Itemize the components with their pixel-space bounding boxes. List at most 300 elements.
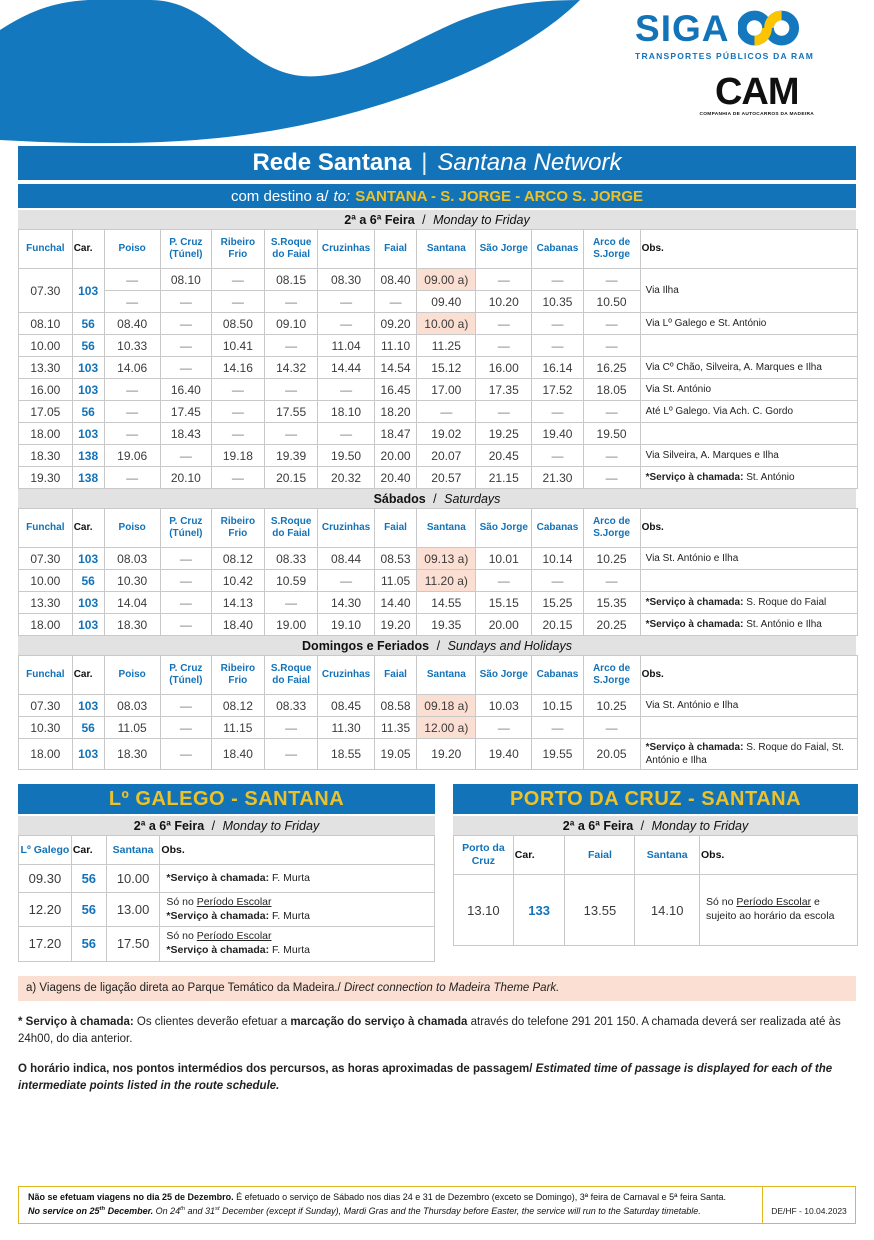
time-cell: 13.10: [454, 875, 514, 946]
route-number-cell: 138: [72, 467, 104, 489]
note-horario: [18, 1061, 856, 1096]
column-header: Santana: [417, 656, 476, 695]
obs-cell: Via Lº Galego e St. António: [640, 313, 857, 335]
destination-label-pt: com destino a/: [230, 187, 329, 205]
time-cell: 08.10: [160, 269, 211, 291]
siga-logo: [635, 8, 814, 61]
time-cell: 09.00 a): [417, 269, 476, 291]
obs-cell: Via Ilha: [640, 269, 857, 313]
time-cell: 11.35: [374, 717, 417, 739]
table-row: [19, 695, 858, 717]
column-header: Car.: [72, 509, 104, 548]
time-cell: 19.35: [417, 614, 476, 636]
title-en: Santana Network: [437, 149, 622, 176]
day-bar: [453, 816, 858, 835]
departure-cell: 07.30: [19, 269, 73, 313]
column-header: P. Cruz (Túnel): [160, 509, 211, 548]
time-cell: 10.35: [532, 291, 583, 313]
time-cell: —: [532, 269, 583, 291]
siga-infinity-icon: [738, 8, 800, 48]
time-cell: —: [476, 335, 532, 357]
text-segment: Não se efetuam viagens no dia 25 de Dezembro.: [28, 1192, 237, 1202]
day-bar: [18, 636, 856, 655]
time-cell: 08.03: [104, 548, 160, 570]
time-cell: 11.25: [417, 335, 476, 357]
time-cell: 09.40: [417, 291, 476, 313]
time-cell: 17.55: [264, 401, 318, 423]
time-cell: —: [532, 570, 583, 592]
time-cell: 08.03: [104, 695, 160, 717]
footer-text: [19, 1187, 762, 1223]
column-header: Faial: [374, 509, 417, 548]
route-number-cell: 103: [72, 695, 104, 717]
time-cell: 10.41: [211, 335, 264, 357]
text-segment: a) Viagens de ligação direta ao Parque Temático da Madeira./: [26, 981, 344, 994]
time-cell: 16.25: [583, 357, 640, 379]
column-header: Ribeiro Frio: [211, 509, 264, 548]
time-cell: 14.40: [374, 592, 417, 614]
time-cell: 14.16: [211, 357, 264, 379]
column-header: Cabanas: [532, 509, 583, 548]
time-cell: —: [583, 269, 640, 291]
time-cell: —: [160, 445, 211, 467]
obs-cell: [640, 739, 857, 770]
page-title: [18, 146, 856, 180]
day-label-pt: Domingos e Feriados: [302, 638, 430, 653]
table-row: [19, 865, 435, 893]
time-cell: 20.00: [374, 445, 417, 467]
departure-cell: 10.30: [19, 717, 73, 739]
timetable-sections: [0, 210, 874, 770]
time-cell: 19.20: [374, 614, 417, 636]
time-cell: 18.05: [583, 379, 640, 401]
text-segment: e sujeito ao horário da escola: [706, 896, 835, 922]
obs-cell: [160, 893, 435, 927]
time-cell: 19.10: [318, 614, 374, 636]
time-cell: —: [532, 313, 583, 335]
column-header: Obs.: [700, 836, 858, 875]
text-segment: th: [180, 1205, 185, 1212]
table-row: [19, 445, 858, 467]
day-label-en: Monday to Friday: [222, 818, 320, 833]
time-cell: 17.00: [417, 379, 476, 401]
text-segment: *Serviço à chamada:: [166, 943, 270, 956]
destination-value: SANTANA - S. JORGE - ARCO S. JORGE: [355, 187, 644, 205]
time-cell: 21.15: [476, 467, 532, 489]
column-header: Obs.: [640, 656, 857, 695]
time-cell: —: [264, 379, 318, 401]
route-number-cell: 103: [72, 269, 104, 313]
column-header: Car.: [72, 230, 104, 269]
time-cell: 11.05: [374, 570, 417, 592]
column-header: Car.: [71, 836, 106, 865]
column-header: P. Cruz (Túnel): [160, 230, 211, 269]
table-row: [19, 401, 858, 423]
timetable: [18, 508, 858, 636]
time-cell: 17.52: [532, 379, 583, 401]
time-cell: 08.53: [374, 548, 417, 570]
obs-cell: [640, 570, 857, 592]
route-number-cell: 103: [72, 379, 104, 401]
time-cell: 09.20: [374, 313, 417, 335]
column-header: P. Cruz (Túnel): [160, 656, 211, 695]
time-cell: —: [104, 423, 160, 445]
time-cell: 09.13 a): [417, 548, 476, 570]
time-cell: 08.33: [264, 695, 318, 717]
time-cell: 16.00: [476, 357, 532, 379]
text-segment: É efetuado o serviço de Sábado nos dias 24 e 31 de Dezembro (exceto se Domingo), 3ª feira de Carnaval e 5ª feira Santa.: [236, 1192, 727, 1202]
day-separator: /: [429, 491, 441, 506]
time-cell: 20.00: [476, 614, 532, 636]
time-cell: 08.44: [318, 548, 374, 570]
time-cell: 10.00: [106, 865, 160, 893]
time-cell: 11.20 a): [417, 570, 476, 592]
route-number-cell: 103: [72, 592, 104, 614]
time-cell: —: [583, 467, 640, 489]
time-cell: 18.40: [211, 739, 264, 770]
text-segment: Só no: [166, 896, 197, 908]
footer-disclaimer: [18, 1186, 856, 1224]
column-header: Obs.: [160, 836, 435, 865]
time-cell: 10.42: [211, 570, 264, 592]
time-cell: 14.32: [264, 357, 318, 379]
departure-cell: 10.00: [19, 335, 73, 357]
time-cell: —: [583, 570, 640, 592]
column-header: Faial: [565, 836, 635, 875]
route-number-cell: 103: [72, 739, 104, 770]
departure-cell: 07.30: [19, 695, 73, 717]
time-cell: 14.30: [318, 592, 374, 614]
time-cell: —: [583, 401, 640, 423]
note-servico-chamada: [18, 1014, 856, 1049]
route-number-cell: 103: [72, 548, 104, 570]
time-cell: —: [476, 313, 532, 335]
time-cell: —: [583, 717, 640, 739]
column-header: S.Roque do Faial: [264, 509, 318, 548]
column-header: Ribeiro Frio: [211, 230, 264, 269]
obs-cell: [640, 717, 857, 739]
column-header: Faial: [374, 230, 417, 269]
column-header: Cruzinhas: [318, 656, 374, 695]
day-separator: /: [433, 638, 444, 653]
column-header: Santana: [417, 509, 476, 548]
obs-cell: [640, 467, 857, 489]
text-segment: F. Murta: [269, 909, 310, 922]
text-segment: Período Escolar: [196, 930, 272, 943]
time-cell: —: [160, 592, 211, 614]
time-cell: —: [211, 291, 264, 313]
time-cell: 18.10: [318, 401, 374, 423]
time-cell: —: [160, 614, 211, 636]
time-cell: 20.10: [160, 467, 211, 489]
text-segment: December (except if Sunday), Mardi Gras and the Thursday before Easter, the service will run to the Saturday timetable.: [219, 1205, 701, 1216]
departure-cell: 19.30: [19, 467, 73, 489]
footer-line-en: [28, 1205, 753, 1219]
time-cell: 08.40: [374, 269, 417, 291]
logos-block: [635, 8, 814, 117]
time-cell: 10.50: [583, 291, 640, 313]
time-cell: —: [264, 592, 318, 614]
time-cell: 56: [71, 893, 106, 927]
time-cell: 11.05: [104, 717, 160, 739]
obs-cell: Via St. António e Ilha: [640, 548, 857, 570]
text-segment: *Serviço à chamada:: [645, 742, 744, 753]
table-row: [19, 739, 858, 770]
text-segment: No service on 25: [28, 1205, 100, 1216]
table-row: [454, 875, 858, 946]
siga-wordmark: SIGA: [635, 7, 730, 49]
route-number-cell: 56: [72, 401, 104, 423]
time-cell: 16.40: [160, 379, 211, 401]
time-cell: —: [211, 467, 264, 489]
title-separator: |: [421, 149, 428, 176]
time-cell: —: [160, 291, 211, 313]
column-header: Car.: [72, 656, 104, 695]
time-cell: 19.40: [532, 423, 583, 445]
time-cell: —: [160, 739, 211, 770]
time-cell: 19.25: [476, 423, 532, 445]
text-segment: F. Murta: [269, 871, 310, 884]
table-row: [19, 357, 858, 379]
time-cell: 18.55: [318, 739, 374, 770]
time-cell: 08.50: [211, 313, 264, 335]
obs-cell: [640, 614, 857, 636]
time-cell: —: [476, 570, 532, 592]
obs-cell: Via St. António e Ilha: [640, 695, 857, 717]
text-segment: *Serviço à chamada:: [166, 909, 270, 922]
time-cell: 17.50: [106, 927, 160, 961]
column-header: Santana: [106, 836, 160, 865]
column-header: Obs.: [640, 230, 857, 269]
time-cell: 08.40: [104, 313, 160, 335]
column-header: S.Roque do Faial: [264, 656, 318, 695]
time-cell: —: [160, 313, 211, 335]
time-cell: 18.47: [374, 423, 417, 445]
destination-bar: [18, 184, 856, 208]
time-cell: 19.39: [264, 445, 318, 467]
time-cell: —: [211, 379, 264, 401]
obs-cell: [640, 423, 857, 445]
cam-wordmark: CAM: [714, 71, 799, 113]
time-cell: —: [264, 291, 318, 313]
time-cell: 10.33: [104, 335, 160, 357]
table-row: [19, 379, 858, 401]
column-header: Ribeiro Frio: [211, 656, 264, 695]
time-cell: 14.54: [374, 357, 417, 379]
time-cell: —: [583, 335, 640, 357]
text-segment: Os clientes deverão efetuar a: [133, 1015, 291, 1028]
column-header: Poiso: [104, 656, 160, 695]
departure-cell: 13.30: [19, 357, 73, 379]
column-header: São Jorge: [476, 230, 532, 269]
time-cell: 10.00 a): [417, 313, 476, 335]
column-header: S.Roque do Faial: [264, 230, 318, 269]
time-cell: —: [160, 335, 211, 357]
time-cell: —: [318, 379, 374, 401]
route-number-cell: 103: [72, 357, 104, 379]
text-segment: th: [99, 1205, 106, 1212]
departure-cell: 13.30: [19, 592, 73, 614]
text-segment: F. Murta: [269, 943, 310, 956]
time-cell: 09.18 a): [417, 695, 476, 717]
time-cell: 11.10: [374, 335, 417, 357]
timetable: [453, 835, 858, 946]
day-separator: /: [637, 818, 648, 833]
time-cell: 19.55: [532, 739, 583, 770]
departure-cell: 07.30: [19, 548, 73, 570]
column-header: Obs.: [640, 509, 857, 548]
time-cell: —: [160, 357, 211, 379]
text-segment: December.: [105, 1205, 156, 1216]
obs-cell: Via Cº Chão, Silveira, A. Marques e Ilha: [640, 357, 857, 379]
time-cell: —: [160, 548, 211, 570]
time-cell: 18.30: [104, 614, 160, 636]
time-cell: —: [532, 401, 583, 423]
title-pt: Rede Santana: [252, 149, 412, 176]
section-title: PORTO DA CRUZ - SANTANA: [453, 784, 858, 814]
footer-stamp: DE/HF - 10.04.2023: [762, 1187, 855, 1223]
time-cell: 20.32: [318, 467, 374, 489]
departure-cell: 17.05: [19, 401, 73, 423]
route-number-cell: 56: [72, 335, 104, 357]
timetable: [18, 229, 858, 489]
obs-cell: [640, 592, 857, 614]
text-segment: *Serviço à chamada:: [645, 597, 744, 608]
text-segment: and 31: [185, 1205, 216, 1216]
time-cell: 08.45: [318, 695, 374, 717]
table-row: [19, 614, 858, 636]
column-header: Arco de S.Jorge: [583, 230, 640, 269]
time-cell: 13.55: [565, 875, 635, 946]
column-header: Poiso: [104, 230, 160, 269]
text-segment: * Serviço à chamada:: [18, 1015, 134, 1028]
time-cell: 15.15: [476, 592, 532, 614]
text-segment: St. António e Ilha: [743, 619, 822, 630]
time-cell: —: [104, 291, 160, 313]
column-header: Arco de S.Jorge: [583, 509, 640, 548]
text-segment: através do telefone 291 201 150. A chamada deverá ser realizada até às 24h00, do dia anterior.: [18, 1015, 841, 1045]
time-cell: 56: [71, 927, 106, 961]
obs-cell: [640, 335, 857, 357]
column-header: Arco de S.Jorge: [583, 656, 640, 695]
time-cell: 21.30: [532, 467, 583, 489]
time-cell: 19.18: [211, 445, 264, 467]
time-cell: 08.12: [211, 548, 264, 570]
departure-cell: 18.00: [19, 423, 73, 445]
time-cell: 14.10: [635, 875, 700, 946]
time-cell: 18.43: [160, 423, 211, 445]
obs-cell: Até Lº Galego. Via Ach. C. Gordo: [640, 401, 857, 423]
table-row: [19, 548, 858, 570]
obs-cell: Via St. António: [640, 379, 857, 401]
time-cell: —: [318, 423, 374, 445]
time-cell: 14.13: [211, 592, 264, 614]
time-cell: 19.50: [583, 423, 640, 445]
day-label-en: Monday to Friday: [651, 818, 749, 833]
cam-logo: [700, 73, 815, 117]
time-cell: 08.12: [211, 695, 264, 717]
time-cell: 20.25: [583, 614, 640, 636]
time-cell: 08.15: [264, 269, 318, 291]
time-cell: 09.30: [19, 865, 72, 893]
time-cell: 133: [513, 875, 565, 946]
column-header: Funchal: [19, 509, 73, 548]
time-cell: —: [264, 335, 318, 357]
time-cell: 10.15: [532, 695, 583, 717]
text-segment: Estimated time of passage is displayed for each of the intermediate points listed in the route schedule.: [18, 1063, 833, 1093]
table-row: [19, 313, 858, 335]
time-cell: 19.40: [476, 739, 532, 770]
text-segment: Direct connection to Madeira Theme Park.: [343, 981, 560, 994]
route-number-cell: 56: [72, 570, 104, 592]
lgalego-santana-table: [18, 784, 435, 962]
time-cell: 14.04: [104, 592, 160, 614]
obs-cell: Via Silveira, A. Marques e Ilha: [640, 445, 857, 467]
text-segment: S. Roque do Faial: [743, 597, 827, 608]
departure-cell: 18.30: [19, 445, 73, 467]
time-cell: —: [160, 717, 211, 739]
time-cell: 10.25: [583, 695, 640, 717]
column-header: Cruzinhas: [318, 509, 374, 548]
time-cell: 10.59: [264, 570, 318, 592]
departure-cell: 16.00: [19, 379, 73, 401]
destination-label-en: to:: [333, 187, 351, 205]
day-label-en: Monday to Friday: [433, 212, 530, 227]
time-cell: 08.33: [264, 548, 318, 570]
day-label-pt: Sábados: [373, 491, 426, 506]
day-bar: [18, 210, 856, 229]
route-number-cell: 103: [72, 423, 104, 445]
time-cell: 19.02: [417, 423, 476, 445]
time-cell: 14.55: [417, 592, 476, 614]
timetable: [18, 655, 858, 770]
time-cell: 10.01: [476, 548, 532, 570]
obs-cell: [160, 927, 435, 961]
time-cell: 17.45: [160, 401, 211, 423]
time-cell: —: [264, 717, 318, 739]
text-segment: Só no: [166, 930, 197, 943]
day-separator: /: [418, 212, 430, 227]
text-segment: st: [215, 1205, 220, 1212]
column-header: Cabanas: [532, 656, 583, 695]
table-row: [19, 423, 858, 445]
time-cell: 12.00 a): [417, 717, 476, 739]
time-cell: —: [476, 401, 532, 423]
text-segment: Período Escolar: [196, 896, 272, 908]
day-label-en: Sundays and Holidays: [447, 638, 572, 653]
route-number-cell: 56: [72, 313, 104, 335]
time-cell: —: [104, 269, 160, 291]
day-bar: [18, 489, 856, 508]
text-segment: *Serviço à chamada:: [645, 619, 744, 630]
time-cell: 18.30: [104, 739, 160, 770]
obs-cell: [700, 875, 858, 946]
text-segment: On 24: [155, 1205, 181, 1216]
departure-cell: 18.00: [19, 614, 73, 636]
table-row: [19, 717, 858, 739]
time-cell: 15.25: [532, 592, 583, 614]
column-header: Santana: [417, 230, 476, 269]
footer-line-pt: [28, 1191, 753, 1205]
time-cell: 10.25: [583, 548, 640, 570]
timetable: [18, 835, 435, 962]
table-row: [19, 592, 858, 614]
time-cell: 20.45: [476, 445, 532, 467]
column-header: São Jorge: [476, 509, 532, 548]
route-number-cell: 56: [72, 717, 104, 739]
time-cell: —: [104, 401, 160, 423]
day-label-pt: 2ª a 6ª Feira: [344, 212, 415, 227]
